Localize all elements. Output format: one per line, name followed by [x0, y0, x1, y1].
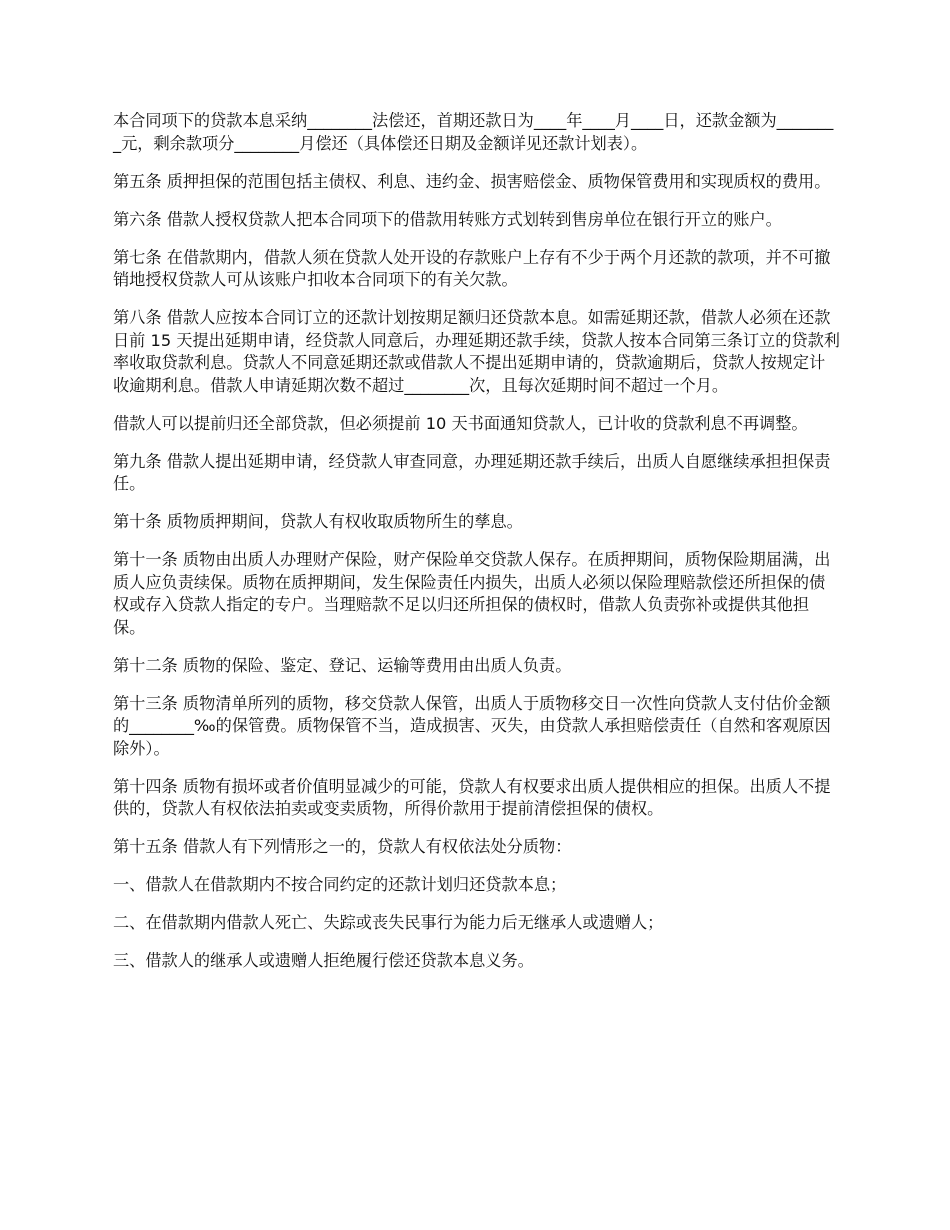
paragraph-article-15: 第十五条 借款人有下列情形之一的，贷款人有权依法处分质物：: [113, 837, 572, 856]
paragraph-article-14: 第十四条 质物有损坏或者价值明显减少的可能，贷款人有权要求出质人提供相应的担保。出质人不提供的，贷款人有权依法拍卖或变卖质物，所得价款用于提前清偿担保的债权。: [113, 776, 831, 818]
paragraph-article-12: 第十二条 质物的保险、鉴定、登记、运输等费用由出质人负责。: [113, 655, 572, 675]
paragraph-article-8: 第八条 借款人应按本合同订立的还款计划按期足额归还贷款本息。如需延期还款，借款人必须在还款日前 15 天提出延期申请，经贷款人同意后，办理延期还款手续，贷款人按本合同第三条订立的贷款利率收取贷款利息。贷款人不同意延期还款或借款人不提出延期申请的，贷款逾期后，贷款人按规定计收逾期利息。借款人申请延期次数不超过________次，且每次延期时间不超过一个月。: [113, 308, 840, 395]
paragraph-clause-1: 一、借款人在借款期内不按合同约定的还款计划归还贷款本息；: [113, 875, 567, 894]
paragraph-article-5: 第五条 质押担保的范围包括主债权、利息、违约金、损害赔偿金、质物保管费用和实现质权的费用。: [113, 171, 831, 191]
paragraph-article-10: 第十条 质物质押期间，贷款人有权收取质物所生的孳息。: [113, 512, 523, 531]
paragraph-clause-3: 三、借款人的继承人或遗赠人拒绝履行偿还贷款本息义务。: [113, 951, 534, 970]
document-body: [113, 110, 841, 988]
paragraph-repayment-method: 本合同项下的贷款本息采纳________法偿还，首期还款日为____年____月____日，还款金额为________元，剩余款项分________月偿还（具体偿还日期及金额详见还款计划表）。: [113, 111, 834, 153]
paragraph-clause-2: 二、在借款期内借款人死亡、失踪或丧失民事行为能力后无继承人或遗赠人；: [113, 913, 664, 932]
paragraph-article-6: 第六条 借款人授权贷款人把本合同项下的借款用转账方式划转到售房单位在银行开立的账户。: [113, 209, 782, 229]
paragraph-article-9: 第九条 借款人提出延期申请，经贷款人审查同意，办理延期还款手续后，出质人自愿继续承担担保责任。: [113, 451, 831, 493]
paragraph-article-13: 第十三条 质物清单所列的质物，移交贷款人保管，出质人于质物移交日一次性向贷款人支付估价金额的________‰的保管费。质物保管不当，造成损害、灭失，由贷款人承担赔偿责任（自然和客观原因除外）。: [113, 693, 831, 758]
paragraph-article-11: 第十一条 质物由出质人办理财产保险，财产保险单交贷款人保存。在质押期间，质物保险期届满，出质人应负责续保。质物在质押期间，发生保险责任内损失，出质人必须以保险理赔款偿还所担保的债权或存入贷款人指定的专户。当理赔款不足以归还所担保的债权时，借款人负责弥补或提供其他担保。: [113, 550, 831, 637]
paragraph-article-7: 第七条 在借款期内，借款人须在贷款人处开设的存款账户上存有不少于两个月还款的款项，并不可撤销地授权贷款人可从该账户扣收本合同项下的有关欠款。: [113, 247, 831, 289]
paragraph-early-repayment: 借款人可以提前归还全部贷款，但必须提前 10 天书面通知贷款人，已计收的贷款利息不再调整。: [113, 413, 808, 433]
